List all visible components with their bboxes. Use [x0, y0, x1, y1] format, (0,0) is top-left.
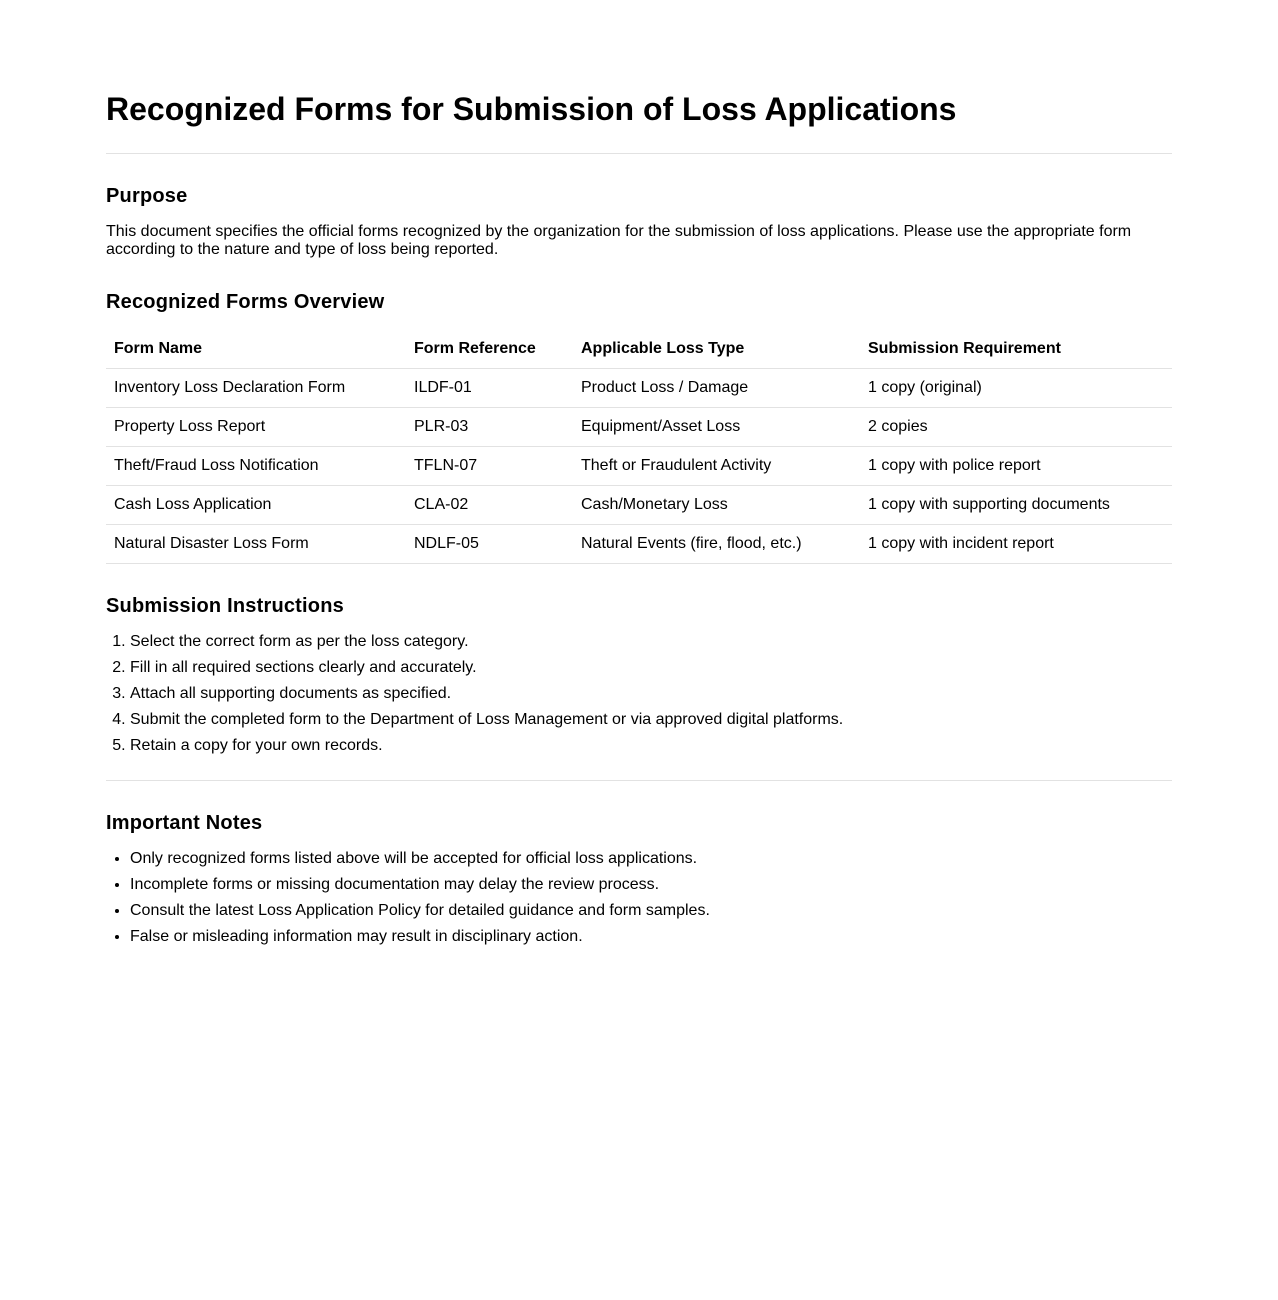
- forms-table: [106, 329, 1172, 564]
- list-item: 5. Retain a copy for your own records.: [130, 733, 843, 759]
- form-reference-cell: NDLF-05: [406, 525, 573, 564]
- column-header-loss-type: Applicable Loss Type: [573, 329, 860, 369]
- form-reference-cell: CLA-02: [406, 486, 573, 525]
- table-row: [106, 369, 1172, 408]
- purpose-heading: Purpose: [106, 185, 188, 207]
- table-row: [106, 408, 1172, 447]
- loss-type-cell: Product Loss / Damage: [573, 369, 860, 408]
- submission-requirement-cell: 1 copy (original): [860, 369, 1172, 408]
- submission-requirement-cell: 1 copy with incident report: [860, 525, 1172, 564]
- loss-type-cell: Equipment/Asset Loss: [573, 408, 860, 447]
- loss-type-cell: Natural Events (fire, flood, etc.): [573, 525, 860, 564]
- table-header-row: [106, 329, 1172, 369]
- list-item: 2. Fill in all required sections clearly and accurately.: [130, 655, 843, 681]
- table-row: [106, 447, 1172, 486]
- form-name-cell: Inventory Loss Declaration Form: [106, 369, 406, 408]
- loss-type-cell: Cash/Monetary Loss: [573, 486, 860, 525]
- form-reference-cell: ILDF-01: [406, 369, 573, 408]
- column-header-form-reference: Form Reference: [406, 329, 573, 369]
- title-divider: [106, 153, 1172, 154]
- notes-heading: Important Notes: [106, 812, 263, 834]
- form-reference-cell: TFLN-07: [406, 447, 573, 486]
- column-header-submission-requirement: Submission Requirement: [860, 329, 1172, 369]
- form-reference-cell: PLR-03: [406, 408, 573, 447]
- loss-type-cell: Theft or Fraudulent Activity: [573, 447, 860, 486]
- instructions-heading: Submission Instructions: [106, 595, 344, 617]
- list-item: 1. Select the correct form as per the loss category.: [130, 629, 843, 655]
- table-row: [106, 525, 1172, 564]
- submission-requirement-cell: 1 copy with police report: [860, 447, 1172, 486]
- form-name-cell: Theft/Fraud Loss Notification: [106, 447, 406, 486]
- page-title: Recognized Forms for Submission of Loss Applications: [106, 91, 957, 127]
- list-item: 3. Attach all supporting documents as specified.: [130, 681, 843, 707]
- form-name-cell: Cash Loss Application: [106, 486, 406, 525]
- list-item: • Consult the latest Loss Application Policy for detailed guidance and form samples.: [130, 898, 710, 924]
- list-item: • Incomplete forms or missing documentation may delay the review process.: [130, 872, 710, 898]
- list-item: 4. Submit the completed form to the Department of Loss Management or via approved digital platforms.: [130, 707, 843, 733]
- section-divider: [106, 780, 1172, 781]
- form-name-cell: Property Loss Report: [106, 408, 406, 447]
- table-row: [106, 486, 1172, 525]
- form-name-cell: Natural Disaster Loss Form: [106, 525, 406, 564]
- column-header-form-name: Form Name: [106, 329, 406, 369]
- list-item: • Only recognized forms listed above will be accepted for official loss applications.: [130, 846, 710, 872]
- list-item: • False or misleading information may result in disciplinary action.: [130, 924, 710, 950]
- instructions-list: [106, 629, 843, 759]
- submission-requirement-cell: 2 copies: [860, 408, 1172, 447]
- submission-requirement-cell: 1 copy with supporting documents: [860, 486, 1172, 525]
- notes-list: [106, 846, 710, 950]
- overview-heading: Recognized Forms Overview: [106, 291, 385, 313]
- purpose-text: This document specifies the official forms recognized by the organization for the submission of loss applications. Please use the appropriate form according to the nature and type of loss being reported.: [106, 223, 1132, 258]
